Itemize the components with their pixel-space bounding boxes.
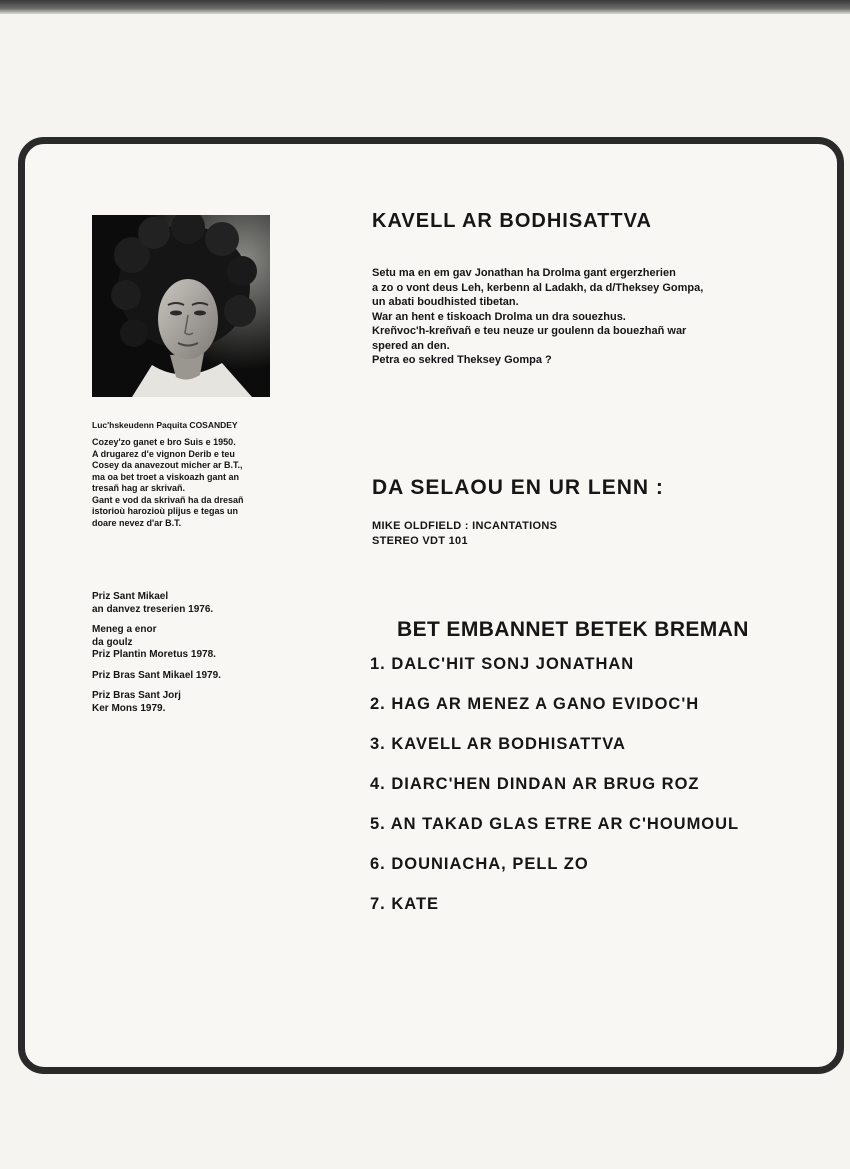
author-photo <box>92 215 270 397</box>
book-synopsis <box>372 266 792 368</box>
awards-list <box>92 591 292 723</box>
synopsis-line: spered an den. <box>372 339 450 352</box>
book-title: KAVELL AR BODHISATTVA <box>372 210 652 232</box>
synopsis-line: un abati boudhisted tibetan. <box>372 296 519 308</box>
award-item <box>92 591 292 616</box>
bio-line: istorioù harozioù plijus e tegas un <box>92 506 239 516</box>
award-line: Priz Sant Mikael <box>92 591 169 602</box>
published-list <box>370 652 739 932</box>
author-bio <box>92 437 277 529</box>
bio-line: Gant e vod da skrivañ ha da dresañ <box>92 494 244 505</box>
award-line: Meneg a enor <box>92 624 157 635</box>
award-item <box>92 670 292 683</box>
bio-line: tresañ hag ar skrivañ. <box>92 483 186 493</box>
page-top-edge <box>0 0 850 14</box>
portrait-image <box>92 215 270 397</box>
photo-caption: Luc'hskeudenn Paquita COSANDEY <box>92 420 238 430</box>
bio-line: ma oa bet troet a viskoazh gant an <box>92 471 240 482</box>
published-title: 6. DOUNIACHA, PELL ZO <box>370 855 589 873</box>
music-line: MIKE OLDFIELD : INCANTATIONS <box>372 520 558 532</box>
music-line: STEREO VDT 101 <box>372 535 468 547</box>
synopsis-line: Setu ma en em gav Jonathan ha Drolma gant ergerzherien <box>372 267 676 279</box>
award-line: Priz Bras Sant Mikael 1979. <box>92 669 221 681</box>
bio-line: A drugarez d'e vignon Derib e teu <box>92 448 235 459</box>
published-title: 7. KATE <box>370 895 440 913</box>
award-line: an danvez treserien 1976. <box>92 603 214 615</box>
synopsis-line: War an hent e tiskoach Drolma un dra souezhus. <box>372 310 626 323</box>
bio-line: doare nevez d'ar B.T. <box>92 517 182 528</box>
award-line: da goulz <box>92 636 133 648</box>
published-title: 1. DALC'HIT SONJ JONATHAN <box>370 655 635 673</box>
published-title: 3. KAVELL AR BODHISATTVA <box>370 735 626 753</box>
award-line: Priz Bras Sant Jorj <box>92 690 181 701</box>
published-heading: BET EMBANNET BETEK BREMAN <box>397 618 749 641</box>
bio-line: Cosey da anavezout micher ar B.T., <box>92 460 243 470</box>
award-line: Ker Mons 1979. <box>92 702 166 714</box>
published-title: 5. AN TAKAD GLAS ETRE AR C'HOUMOUL <box>370 815 740 833</box>
listen-heading: DA SELAOU EN UR LENN : <box>372 476 664 499</box>
bio-line: Cozey'zo ganet e bro Suis e 1950. <box>92 437 236 447</box>
music-credit <box>372 519 557 549</box>
synopsis-line: a zo o vont deus Leh, kerbenn al Ladakh, da d/Theksey Gompa, <box>372 281 704 294</box>
award-item <box>92 690 292 715</box>
published-title: 4. DIARC'HEN DINDAN AR BRUG ROZ <box>370 775 700 793</box>
synopsis-line: Kreñvoc'h-kreñvañ e teu neuze ur goulenn da bouezhañ war <box>372 325 687 337</box>
published-title: 2. HAG AR MENEZ A GANO EVIDOC'H <box>370 695 700 713</box>
award-item <box>92 624 292 662</box>
award-line: Priz Plantin Moretus 1978. <box>92 649 216 660</box>
synopsis-line: Petra eo sekred Theksey Gompa ? <box>372 354 552 366</box>
